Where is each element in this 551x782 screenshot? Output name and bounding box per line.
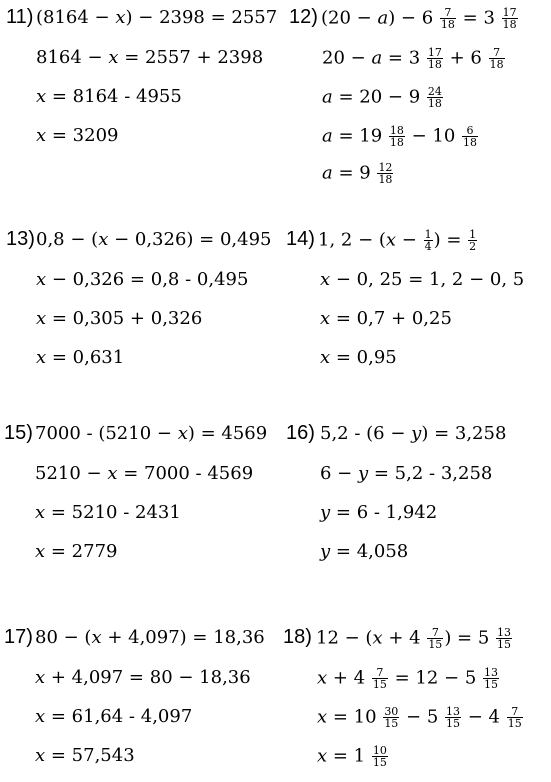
equation: 1, 2 − (x − $\frac{1}{4}$ ) = $\frac{1}{2}$ (318, 228, 477, 253)
solution-step: 8164 − x = 2557 + 2398 (36, 47, 264, 68)
solution-step: x = 3209 (36, 125, 119, 146)
problem-number: 14) (286, 228, 315, 250)
solution-step: x + 4 $\frac{7}{15}$ = 12 − 5 $\frac{13}{15}$ (317, 666, 498, 691)
problem-number: 11) (6, 6, 34, 28)
solution-step: x = 0,631 (36, 347, 125, 368)
equation: 7000 - (5210 − x) = 4569 (35, 423, 268, 444)
solution-step: x = 61,64 - 4,097 (35, 706, 193, 727)
equation: (20 − a) − 6 $\frac{7}{18}$ = 3 $\frac{17}{18}$ (321, 6, 517, 31)
equation: 0,8 − (x − 0,326) = 0,495 (36, 229, 272, 250)
problem-number: 18) (283, 626, 312, 648)
problem-number: 15) (4, 422, 33, 444)
problem-number: 13) (6, 228, 35, 250)
solution-step: x = 0,7 + 0,25 (320, 308, 452, 329)
solution-step: x = 10 $\frac{30}{15}$ − 5 $\frac{13}{15}$ − 4 $\frac{7}{15}$ (317, 705, 522, 730)
solution-step: a = 9 $\frac{12}{18}$ (322, 161, 393, 186)
solution-step: x − 0,326 = 0,8 - 0,495 (36, 269, 249, 290)
equation: 80 − (x + 4,097) = 18,36 (35, 627, 265, 648)
solution-step: a = 19 $\frac{18}{18}$ − 10 $\frac{6}{18}$ (322, 124, 478, 149)
problem-number: 16) (286, 422, 315, 444)
solution-step: x = 8164 - 4955 (36, 86, 182, 107)
solution-step: 5210 − x = 7000 - 4569 (35, 463, 254, 484)
solution-step: x + 4,097 = 80 − 18,36 (35, 667, 251, 688)
solution-step: y = 4,058 (320, 541, 409, 562)
equation: 5,2 - (6 − y) = 3,258 (320, 423, 507, 444)
solution-step: 20 − a = 3 $\frac{17}{18}$ + 6 $\frac{7}{18}$ (322, 46, 504, 71)
solution-step: x = 2779 (35, 541, 118, 562)
problem-number: 17) (4, 626, 33, 648)
solution-step: y = 6 - 1,942 (320, 502, 438, 523)
solution-step: x = 0,305 + 0,326 (36, 308, 203, 329)
solution-step: a = 20 − 9 $\frac{24}{18}$ (322, 85, 442, 110)
solution-step: x = 5210 - 2431 (35, 502, 181, 523)
solution-step: x = 57,543 (35, 745, 135, 766)
problem-number: 12) (289, 6, 318, 28)
solution-step: x = 1 $\frac{10}{15}$ (317, 744, 387, 769)
solution-step: x − 0, 25 = 1, 2 − 0, 5 (320, 269, 525, 290)
solution-step: x = 0,95 (320, 347, 397, 368)
equation: (8164 − x) − 2398 = 2557 (36, 7, 278, 28)
solution-step: 6 − y = 5,2 - 3,258 (320, 463, 493, 484)
equation: 12 − (x + 4 $\frac{7}{15}$ ) = 5 $\frac{13}{15}$ (316, 626, 512, 651)
